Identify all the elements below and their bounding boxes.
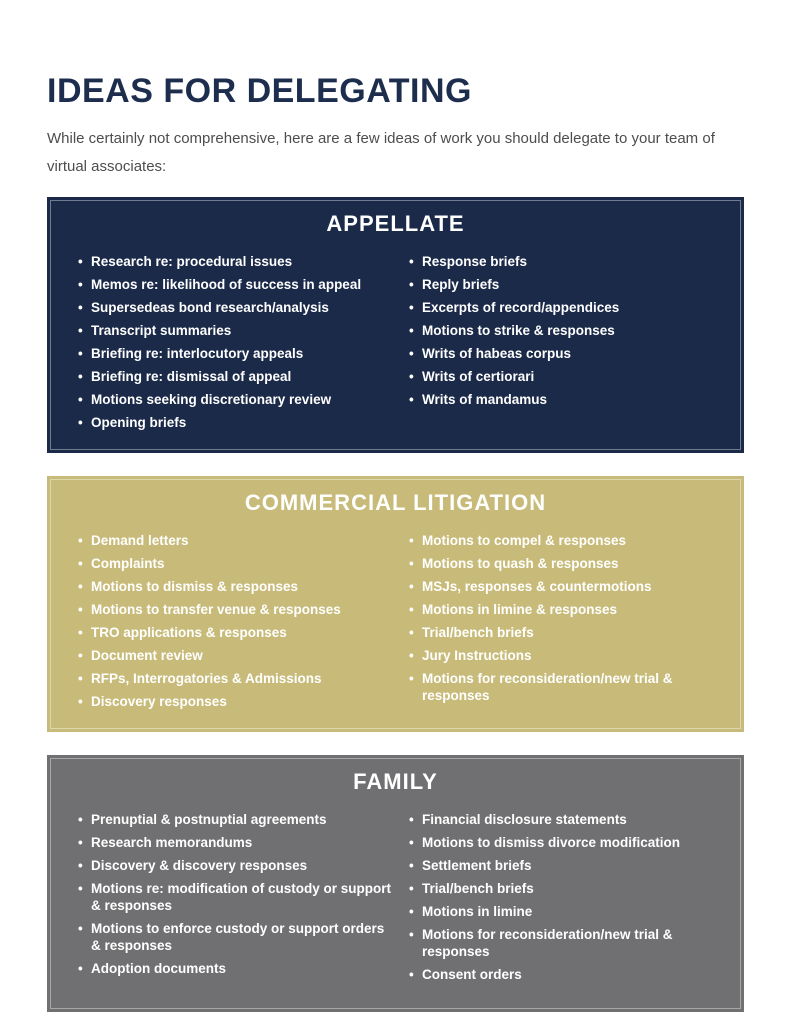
list-item: • Motions in limine & responses	[408, 601, 690, 618]
list-item: • Opening briefs	[77, 414, 391, 431]
family-left-list	[77, 811, 408, 983]
list-item: • Motions re: modification of custody or support & responses	[77, 880, 391, 914]
section-appellate-columns	[77, 253, 734, 437]
list-item: • Writs of certiorari	[408, 368, 690, 385]
list-item: • MSJs, responses & countermotions	[408, 578, 690, 595]
list-item: • Financial disclosure statements	[408, 811, 690, 828]
list-item: • Research re: procedural issues	[77, 253, 391, 270]
list-item: • Research memorandums	[77, 834, 391, 851]
list-item: • Supersedeas bond research/analysis	[77, 299, 391, 316]
list-item: • Writs of mandamus	[408, 391, 690, 408]
list-item: • Motions seeking discretionary review	[77, 391, 391, 408]
list-item: • Prenuptial & postnuptial agreements	[77, 811, 391, 828]
list-item: • Motions to enforce custody or support orders & responses	[77, 920, 391, 954]
list-item: • RFPs, Interrogatories & Admissions	[77, 670, 391, 687]
list-item: • Trial/bench briefs	[408, 624, 690, 641]
list-item: • Excerpts of record/appendices	[408, 299, 690, 316]
list-item: • Reply briefs	[408, 276, 690, 293]
list-item: • Writs of habeas corpus	[408, 345, 690, 362]
section-family	[47, 755, 744, 1012]
list-item: • Complaints	[77, 555, 391, 572]
list-item: • Motions to transfer venue & responses	[77, 601, 391, 618]
section-appellate	[47, 197, 744, 453]
list-item: • Consent orders	[408, 966, 690, 983]
list-item: • Discovery & discovery responses	[77, 857, 391, 874]
section-family-title: FAMILY	[353, 768, 438, 794]
list-item: • Discovery responses	[77, 693, 391, 710]
commercial-litigation-right-list	[408, 532, 708, 710]
list-item: • Motions for reconsideration/new trial & responses	[408, 670, 690, 704]
list-item: • Briefing re: interlocutory appeals	[77, 345, 391, 362]
appellate-right-list	[408, 253, 708, 414]
section-commercial-litigation-title: COMMERCIAL LITIGATION	[244, 489, 547, 515]
family-right-list	[408, 811, 708, 989]
list-item: • Document review	[77, 647, 391, 664]
list-item: • TRO applications & responses	[77, 624, 391, 641]
appellate-left-list	[77, 253, 408, 437]
list-item: • Motions to quash & responses	[408, 555, 690, 572]
list-item: • Demand letters	[77, 532, 391, 549]
list-item: • Settlement briefs	[408, 857, 690, 874]
section-family-columns	[77, 811, 734, 989]
page-title: IDEAS FOR DELEGATING	[47, 72, 472, 110]
section-appellate-title: APPELLATE	[326, 210, 465, 236]
list-item: • Motions in limine	[408, 903, 690, 920]
list-item: • Briefing re: dismissal of appeal	[77, 368, 391, 385]
page-subtitle: While certainly not comprehensive, here are a few ideas of work you should delegate to your team of virtual associates:	[47, 130, 715, 175]
list-item: • Transcript summaries	[77, 322, 391, 339]
section-commercial-litigation-columns	[77, 532, 734, 716]
list-item: • Motions to dismiss divorce modification	[408, 834, 690, 851]
list-item: • Motions for reconsideration/new trial & responses	[408, 926, 690, 960]
list-item: • Motions to compel & responses	[408, 532, 690, 549]
list-item: • Adoption documents	[77, 960, 391, 977]
commercial-litigation-left-list	[77, 532, 408, 716]
list-item: • Response briefs	[408, 253, 690, 270]
list-item: • Motions to dismiss & responses	[77, 578, 391, 595]
list-item: • Jury Instructions	[408, 647, 690, 664]
list-item: • Trial/bench briefs	[408, 880, 690, 897]
section-commercial-litigation	[47, 476, 744, 732]
list-item: • Memos re: likelihood of success in appeal	[77, 276, 391, 293]
list-item: • Motions to strike & responses	[408, 322, 690, 339]
